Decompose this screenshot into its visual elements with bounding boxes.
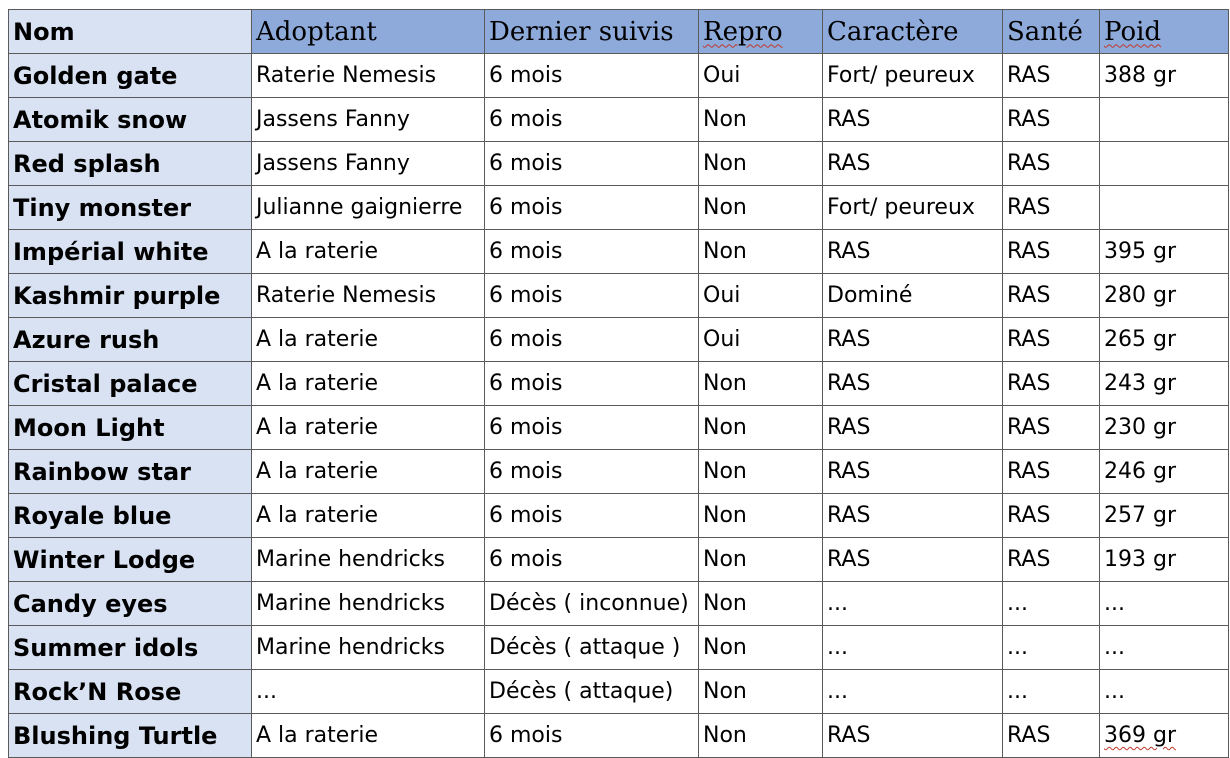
cell-poid xyxy=(1100,626,1229,670)
column-header-poid xyxy=(1100,10,1229,54)
cell-text: ... xyxy=(827,679,848,704)
cell-text: 6 mois xyxy=(489,503,563,528)
cell-adoptant xyxy=(252,494,485,538)
cell-text: 6 mois xyxy=(489,415,563,440)
cell-text: Tiny monster xyxy=(13,193,192,222)
cell-poid xyxy=(1100,318,1229,362)
cell-text: 388 gr xyxy=(1104,63,1176,88)
cell-sante xyxy=(1003,98,1100,142)
cell-text: Red splash xyxy=(13,149,161,178)
cell-text: 6 mois xyxy=(489,63,563,88)
table-row xyxy=(9,54,1229,98)
cell-nom xyxy=(9,362,252,406)
cell-text: A la raterie xyxy=(256,723,379,748)
cell-adoptant xyxy=(252,142,485,186)
cell-nom xyxy=(9,186,252,230)
rats-table xyxy=(8,9,1229,758)
cell-text: A la raterie xyxy=(256,239,379,264)
cell-text: Royale blue xyxy=(13,501,172,530)
cell-nom xyxy=(9,626,252,670)
cell-text: Kashmir purple xyxy=(13,281,221,310)
header-row xyxy=(9,10,1229,54)
column-header-label: Caractère xyxy=(827,16,959,47)
cell-sante xyxy=(1003,582,1100,626)
cell-dernier-suivis xyxy=(485,406,699,450)
cell-text: Marine hendricks xyxy=(256,591,445,616)
cell-text: Azure rush xyxy=(13,325,160,354)
cell-text: 230 gr xyxy=(1104,415,1176,440)
cell-repro xyxy=(699,582,823,626)
cell-caractere xyxy=(823,230,1003,274)
cell-text: A la raterie xyxy=(256,371,379,396)
cell-sante xyxy=(1003,406,1100,450)
cell-text: RAS xyxy=(827,151,871,176)
cell-text: A la raterie xyxy=(256,415,379,440)
cell-text: Non xyxy=(703,459,747,484)
cell-dernier-suivis xyxy=(485,186,699,230)
table-row xyxy=(9,406,1229,450)
cell-text: RAS xyxy=(1007,459,1051,484)
column-header-nom xyxy=(9,10,252,54)
cell-sante xyxy=(1003,142,1100,186)
cell-text: 243 gr xyxy=(1104,371,1176,396)
cell-repro xyxy=(699,274,823,318)
cell-dernier-suivis xyxy=(485,274,699,318)
cell-adoptant xyxy=(252,714,485,758)
cell-text: RAS xyxy=(827,459,871,484)
cell-text: RAS xyxy=(1007,107,1051,132)
cell-text: Julianne gaignierre xyxy=(256,195,463,220)
cell-text: ... xyxy=(1007,635,1028,660)
cell-text: RAS xyxy=(827,547,871,572)
table-row xyxy=(9,274,1229,318)
table-row xyxy=(9,494,1229,538)
cell-dernier-suivis xyxy=(485,494,699,538)
cell-nom xyxy=(9,450,252,494)
cell-poid xyxy=(1100,494,1229,538)
cell-nom xyxy=(9,670,252,714)
cell-poid xyxy=(1100,186,1229,230)
cell-text: Raterie Nemesis xyxy=(256,63,437,88)
cell-text: Non xyxy=(703,151,747,176)
cell-dernier-suivis xyxy=(485,318,699,362)
cell-repro xyxy=(699,230,823,274)
cell-repro xyxy=(699,362,823,406)
cell-dernier-suivis xyxy=(485,538,699,582)
cell-repro xyxy=(699,142,823,186)
cell-nom xyxy=(9,230,252,274)
cell-repro xyxy=(699,670,823,714)
cell-dernier-suivis xyxy=(485,54,699,98)
cell-text: Golden gate xyxy=(13,61,178,90)
cell-text: Fort/ peureux xyxy=(827,63,975,88)
cell-nom xyxy=(9,318,252,362)
cell-adoptant xyxy=(252,274,485,318)
cell-text: ... xyxy=(1104,679,1125,704)
cell-text: RAS xyxy=(827,503,871,528)
cell-adoptant xyxy=(252,582,485,626)
cell-poid xyxy=(1100,582,1229,626)
cell-sante xyxy=(1003,274,1100,318)
cell-sante xyxy=(1003,450,1100,494)
cell-text: 6 mois xyxy=(489,151,563,176)
cell-text: ... xyxy=(1104,591,1125,616)
cell-caractere xyxy=(823,582,1003,626)
cell-adoptant xyxy=(252,362,485,406)
cell-adoptant xyxy=(252,186,485,230)
table-row xyxy=(9,318,1229,362)
column-header-sante xyxy=(1003,10,1100,54)
cell-caractere xyxy=(823,362,1003,406)
cell-sante xyxy=(1003,494,1100,538)
cell-text: Fort/ peureux xyxy=(827,195,975,220)
column-header-label: Repro xyxy=(703,16,783,47)
cell-nom xyxy=(9,142,252,186)
cell-adoptant xyxy=(252,538,485,582)
cell-text: Impérial white xyxy=(13,237,209,266)
cell-text: 6 mois xyxy=(489,107,563,132)
cell-text: Non xyxy=(703,635,747,660)
cell-text: 6 mois xyxy=(489,723,563,748)
cell-text: Non xyxy=(703,547,747,572)
cell-dernier-suivis xyxy=(485,582,699,626)
cell-text: A la raterie xyxy=(256,503,379,528)
cell-sante xyxy=(1003,626,1100,670)
cell-sante xyxy=(1003,714,1100,758)
cell-poid xyxy=(1100,714,1229,758)
cell-adoptant xyxy=(252,98,485,142)
table-row xyxy=(9,670,1229,714)
cell-caractere xyxy=(823,274,1003,318)
column-header-caractere xyxy=(823,10,1003,54)
cell-poid xyxy=(1100,362,1229,406)
cell-text: RAS xyxy=(827,371,871,396)
cell-text: 6 mois xyxy=(489,371,563,396)
cell-text: RAS xyxy=(827,415,871,440)
column-header-repro xyxy=(699,10,823,54)
cell-text: Décès ( attaque ) xyxy=(489,635,681,660)
cell-poid xyxy=(1100,230,1229,274)
cell-text: Jassens Fanny xyxy=(256,107,410,132)
table-row xyxy=(9,362,1229,406)
cell-sante xyxy=(1003,54,1100,98)
cell-repro xyxy=(699,494,823,538)
column-header-label: Dernier suivis xyxy=(489,16,674,47)
cell-text: RAS xyxy=(1007,239,1051,264)
cell-text: Décès ( inconnue) xyxy=(489,591,689,616)
cell-caractere xyxy=(823,626,1003,670)
cell-sante xyxy=(1003,186,1100,230)
cell-caractere xyxy=(823,98,1003,142)
column-header-dernier-suivis xyxy=(485,10,699,54)
cell-dernier-suivis xyxy=(485,450,699,494)
cell-text: ... xyxy=(827,635,848,660)
cell-caractere xyxy=(823,538,1003,582)
cell-text: A la raterie xyxy=(256,459,379,484)
cell-text: RAS xyxy=(827,107,871,132)
table-body xyxy=(9,54,1229,758)
cell-text: Dominé xyxy=(827,283,913,308)
table-row xyxy=(9,582,1229,626)
cell-caractere xyxy=(823,54,1003,98)
table-row xyxy=(9,186,1229,230)
cell-text: ... xyxy=(256,679,277,704)
cell-repro xyxy=(699,98,823,142)
cell-sante xyxy=(1003,230,1100,274)
cell-text: RAS xyxy=(827,239,871,264)
cell-adoptant xyxy=(252,670,485,714)
cell-text: Non xyxy=(703,195,747,220)
cell-text: Candy eyes xyxy=(13,589,168,618)
cell-text: Winter Lodge xyxy=(13,545,196,574)
cell-text: 193 gr xyxy=(1104,547,1176,572)
cell-caractere xyxy=(823,142,1003,186)
cell-text: RAS xyxy=(827,723,871,748)
cell-text: 6 mois xyxy=(489,547,563,572)
cell-text: Blushing Turtle xyxy=(13,721,218,750)
column-header-label: Santé xyxy=(1007,16,1083,47)
column-header-label: Adoptant xyxy=(256,16,377,47)
cell-text: RAS xyxy=(1007,723,1051,748)
cell-text: RAS xyxy=(1007,415,1051,440)
cell-poid xyxy=(1100,538,1229,582)
cell-text: RAS xyxy=(1007,283,1051,308)
cell-text: ... xyxy=(1007,591,1028,616)
cell-nom xyxy=(9,714,252,758)
cell-text: Summer idols xyxy=(13,633,199,662)
cell-text: Oui xyxy=(703,63,741,88)
cell-text: 395 gr xyxy=(1104,239,1176,264)
cell-text: Oui xyxy=(703,327,741,352)
cell-repro xyxy=(699,450,823,494)
cell-adoptant xyxy=(252,230,485,274)
cell-adoptant xyxy=(252,318,485,362)
cell-caractere xyxy=(823,494,1003,538)
cell-poid xyxy=(1100,142,1229,186)
cell-text: Atomik snow xyxy=(13,105,188,134)
cell-text: RAS xyxy=(1007,503,1051,528)
cell-text: Jassens Fanny xyxy=(256,151,410,176)
cell-poid xyxy=(1100,406,1229,450)
table-row xyxy=(9,98,1229,142)
cell-caractere xyxy=(823,406,1003,450)
column-header-label: Nom xyxy=(13,17,75,46)
cell-dernier-suivis xyxy=(485,626,699,670)
cell-caractere xyxy=(823,670,1003,714)
table-row xyxy=(9,714,1229,758)
cell-nom xyxy=(9,274,252,318)
cell-nom xyxy=(9,406,252,450)
table-row xyxy=(9,230,1229,274)
table-row xyxy=(9,538,1229,582)
cell-text: Oui xyxy=(703,283,741,308)
cell-text: RAS xyxy=(1007,327,1051,352)
cell-text: Moon Light xyxy=(13,413,165,442)
cell-text: Rainbow star xyxy=(13,457,191,486)
cell-repro xyxy=(699,714,823,758)
cell-poid xyxy=(1100,98,1229,142)
cell-text: Marine hendricks xyxy=(256,635,445,660)
cell-repro xyxy=(699,538,823,582)
cell-poid xyxy=(1100,54,1229,98)
cell-text: RAS xyxy=(1007,63,1051,88)
cell-adoptant xyxy=(252,626,485,670)
cell-nom xyxy=(9,538,252,582)
cell-poid xyxy=(1100,274,1229,318)
cell-text: RAS xyxy=(1007,195,1051,220)
cell-text: 280 gr xyxy=(1104,283,1176,308)
cell-text: Non xyxy=(703,591,747,616)
cell-text: ... xyxy=(827,591,848,616)
cell-sante xyxy=(1003,538,1100,582)
cell-caractere xyxy=(823,450,1003,494)
cell-dernier-suivis xyxy=(485,670,699,714)
cell-nom xyxy=(9,494,252,538)
cell-text: Non xyxy=(703,371,747,396)
cell-text: RAS xyxy=(1007,371,1051,396)
cell-text: RAS xyxy=(827,327,871,352)
cell-text: Non xyxy=(703,723,747,748)
cell-adoptant xyxy=(252,406,485,450)
table-row xyxy=(9,626,1229,670)
cell-repro xyxy=(699,54,823,98)
column-header-label: Poid xyxy=(1104,16,1162,47)
cell-repro xyxy=(699,186,823,230)
cell-nom xyxy=(9,98,252,142)
table-row xyxy=(9,142,1229,186)
cell-nom xyxy=(9,582,252,626)
cell-adoptant xyxy=(252,54,485,98)
cell-text: Non xyxy=(703,503,747,528)
cell-dernier-suivis xyxy=(485,714,699,758)
cell-text: 369 gr xyxy=(1104,723,1176,748)
cell-poid xyxy=(1100,450,1229,494)
cell-text: Rock’N Rose xyxy=(13,677,182,706)
cell-text: ... xyxy=(1104,635,1125,660)
cell-text: Raterie Nemesis xyxy=(256,283,437,308)
cell-text: 246 gr xyxy=(1104,459,1176,484)
cell-sante xyxy=(1003,670,1100,714)
cell-adoptant xyxy=(252,450,485,494)
cell-poid xyxy=(1100,670,1229,714)
cell-text: Non xyxy=(703,239,747,264)
cell-repro xyxy=(699,626,823,670)
cell-caractere xyxy=(823,186,1003,230)
cell-sante xyxy=(1003,318,1100,362)
cell-sante xyxy=(1003,362,1100,406)
cell-nom xyxy=(9,54,252,98)
column-header-adoptant xyxy=(252,10,485,54)
cell-text: 6 mois xyxy=(489,327,563,352)
cell-text: A la raterie xyxy=(256,327,379,352)
cell-text: 265 gr xyxy=(1104,327,1176,352)
cell-repro xyxy=(699,318,823,362)
cell-dernier-suivis xyxy=(485,142,699,186)
cell-text: 6 mois xyxy=(489,283,563,308)
cell-repro xyxy=(699,406,823,450)
cell-dernier-suivis xyxy=(485,362,699,406)
cell-text: Cristal palace xyxy=(13,369,198,398)
cell-text: Marine hendricks xyxy=(256,547,445,572)
cell-caractere xyxy=(823,714,1003,758)
cell-text: 257 gr xyxy=(1104,503,1176,528)
cell-dernier-suivis xyxy=(485,98,699,142)
cell-dernier-suivis xyxy=(485,230,699,274)
cell-text: Décès ( attaque) xyxy=(489,679,674,704)
cell-text: Non xyxy=(703,107,747,132)
cell-text: ... xyxy=(1007,679,1028,704)
cell-text: RAS xyxy=(1007,547,1051,572)
cell-text: 6 mois xyxy=(489,239,563,264)
cell-text: Non xyxy=(703,415,747,440)
table-row xyxy=(9,450,1229,494)
cell-text: 6 mois xyxy=(489,195,563,220)
cell-text: Non xyxy=(703,679,747,704)
cell-text: RAS xyxy=(1007,151,1051,176)
cell-caractere xyxy=(823,318,1003,362)
cell-text: 6 mois xyxy=(489,459,563,484)
